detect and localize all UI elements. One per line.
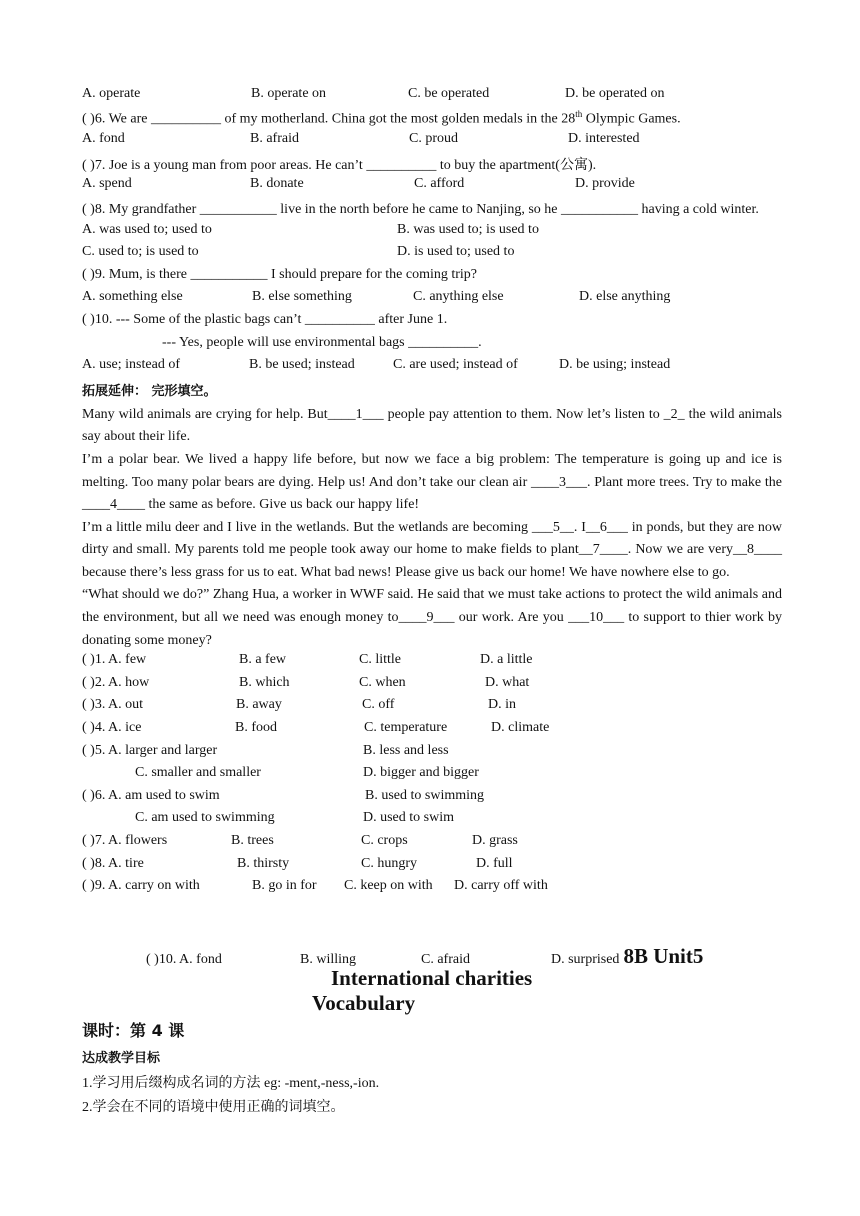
option: C. be operated	[408, 86, 490, 101]
cloze-option: C. afraid	[421, 952, 470, 967]
cloze-option: C. when	[359, 674, 406, 690]
option: A. use; instead of	[82, 357, 180, 373]
question-9: ( )9. Mum, is there ___________ I should prepare for the coming trip?	[82, 266, 478, 282]
option: B. afraid	[250, 131, 299, 147]
cloze-option: D. surprised	[551, 952, 620, 967]
option: B. donate	[250, 176, 304, 192]
lesson-subtitle: Vocabulary	[312, 991, 416, 1015]
option: D. be using; instead	[559, 357, 671, 373]
cloze-option: C. smaller and smaller	[135, 765, 261, 781]
cloze-option: B. used to swimming	[365, 787, 485, 803]
cloze-question	[82, 652, 782, 675]
cloze-option: ( )6. A. am used to swim	[82, 787, 220, 803]
cloze-option: D. grass	[472, 833, 518, 848]
cloze-option: B. food	[235, 720, 277, 736]
cloze-option: B. away	[236, 697, 282, 713]
lesson-title: International charities	[331, 966, 533, 990]
cloze-option: C. off	[362, 697, 395, 713]
goal-item: 2.学会在不同的语境中使用正确的词填空。	[82, 1100, 345, 1115]
cloze-option: C. am used to swimming	[135, 810, 275, 826]
cloze-question	[82, 720, 782, 743]
option: B. was used to; is used to	[397, 221, 539, 237]
question-8: ( )8. My grandfather ___________ live in the north before he came to Nanjing, so he ___________ having a cold winter.	[82, 201, 759, 217]
worksheet-page	[82, 86, 782, 901]
cloze-paragraph: Many wild animals are crying for help. But____1___ people pay attention to them. Now let’s listen to _2_ the wild animals say about their life.	[82, 406, 782, 445]
option: A. fond	[82, 131, 125, 147]
cloze-question-cont	[82, 765, 782, 788]
option: C. anything else	[413, 289, 504, 305]
cloze-option: C. temperature	[364, 720, 448, 736]
cloze-option: D. full	[476, 855, 513, 871]
cloze-question-10	[146, 944, 703, 968]
cloze-option: ( )9. A. carry on with	[82, 878, 200, 894]
unit-title: 8B Unit5	[623, 944, 704, 968]
cloze-option: ( )2. A. how	[82, 674, 150, 690]
option: A. something else	[82, 289, 183, 305]
cloze-option: ( )5. A. larger and larger	[82, 742, 218, 758]
cloze-option: C. keep on with	[344, 878, 433, 894]
q8-options-ab	[82, 222, 782, 245]
q5-options	[82, 86, 782, 109]
option: D. be operated on	[565, 86, 665, 101]
goal-heading: 达成教学目标	[82, 1051, 161, 1066]
option: A. operate	[82, 86, 141, 101]
cloze-question	[82, 833, 782, 856]
cloze-option: ( )4. A. ice	[82, 720, 142, 736]
cloze-option: B. a few	[239, 652, 287, 668]
cloze-option: ( )3. A. out	[82, 697, 144, 713]
cloze-option: B. go in for	[252, 878, 317, 894]
cloze-option: D. in	[488, 697, 516, 713]
cloze-option: C. crops	[361, 833, 408, 848]
cloze-question	[82, 788, 782, 811]
cloze-option: ( )7. A. flowers	[82, 833, 168, 848]
cloze-paragraph: I’m a little milu deer and I live in the wetlands. But the wetlands are becoming ___5__. I__6___ in ponds, but they are now dirty and small. My parents told me people took away our home to make fields to plant__7____. Now we are very__8____ because there’s less grass for us to eat. What bad news! Please give us back our home! We have nowhere else to go.	[82, 519, 782, 580]
question-10: ( )10. --- Some of the plastic bags can’t __________ after June 1.	[82, 311, 448, 327]
section-heading: 拓展延伸： 完形填空。	[82, 383, 217, 399]
option: C. afford	[414, 176, 465, 192]
question-7: ( )7. Joe is a young man from poor areas. He can’t __________ to buy the apartment(公寓).	[82, 157, 597, 173]
cloze-option: D. bigger and bigger	[363, 765, 479, 781]
option: D. else anything	[579, 289, 671, 305]
option: B. else something	[252, 289, 352, 305]
option: D. interested	[568, 131, 640, 147]
option: C. proud	[409, 131, 458, 147]
cloze-option: B. willing	[300, 952, 357, 967]
option: B. be used; instead	[249, 357, 355, 373]
cloze-option: D. a little	[480, 652, 533, 668]
cloze-option: ( )10. A. fond	[146, 952, 222, 967]
question-6: ( )6. We are __________ of my motherland. China got the most golden medals in the 28th Olympic Games.	[82, 108, 681, 127]
cloze-option: B. less and less	[363, 742, 449, 758]
cloze-option: D. climate	[491, 720, 550, 736]
q8-options-cd	[82, 244, 782, 267]
option: A. spend	[82, 176, 132, 192]
cloze-question	[82, 675, 782, 698]
lesson-number: 课时：第 4 课	[82, 1021, 185, 1040]
cloze-option: D. used to swim	[363, 810, 454, 826]
cloze-option: B. thirsty	[237, 855, 290, 871]
cloze-option: ( )1. A. few	[82, 652, 147, 668]
cloze-option: C. hungry	[361, 855, 417, 871]
cloze-question	[82, 856, 782, 879]
option: D. provide	[575, 176, 635, 192]
q7-options	[82, 176, 782, 199]
cloze-question	[82, 697, 782, 720]
q6-options	[82, 131, 782, 154]
q10-options	[82, 357, 782, 380]
question-10-reply: --- Yes, people will use environmental bags __________.	[162, 334, 482, 350]
cloze-option: ( )8. A. tire	[82, 855, 144, 871]
option: A. was used to; used to	[82, 221, 212, 237]
cloze-option: D. carry off with	[454, 878, 548, 894]
option: B. operate on	[251, 86, 327, 101]
option: D. is used to; used to	[397, 244, 515, 260]
option: C. used to; is used to	[82, 244, 199, 260]
cloze-option: B. trees	[231, 833, 274, 848]
cloze-paragraph: I’m a polar bear. We lived a happy life before, but now we face a big problem: The temperature is going up and ice is melting. Too many polar bears are dying. Help us! And don’t take our clean air ____3___. Plant more trees. Try to make the ____4____ the same as before. Give us back our happy life!	[82, 451, 782, 513]
cloze-option: D. what	[485, 674, 530, 690]
cloze-question-cont	[82, 810, 782, 833]
cloze-question	[82, 743, 782, 766]
cloze-option: B. which	[239, 674, 290, 690]
option: C. are used; instead of	[393, 357, 518, 373]
cloze-option: C. little	[359, 652, 401, 668]
goal-item: 1.学习用后缀构成名词的方法 eg: -ment,-ness,-ion.	[82, 1076, 380, 1091]
cloze-question	[82, 878, 782, 901]
cloze-paragraph: “What should we do?” Zhang Hua, a worker in WWF said. He said that we must take actions to protect the wild animals and the environment, but all we need was enough money to____9___ our work. Are you ___10___ to support to thier work by donating some money?	[82, 587, 782, 648]
q9-options	[82, 289, 782, 312]
